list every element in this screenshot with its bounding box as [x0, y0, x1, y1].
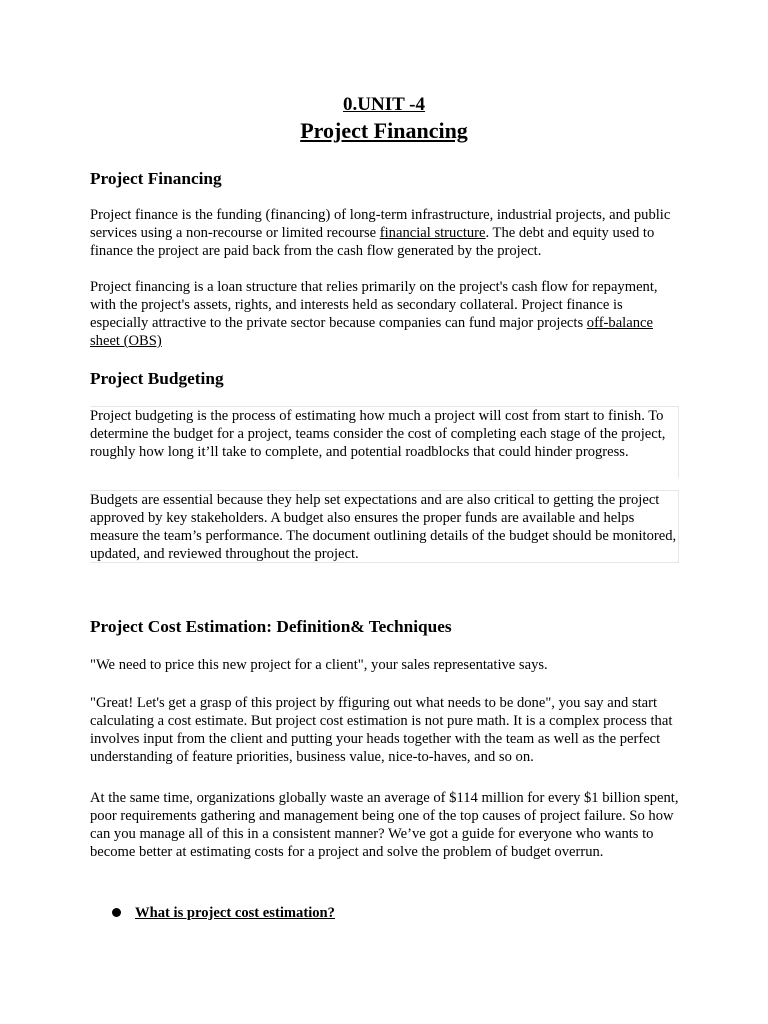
- paragraph-project-finance-definition: [90, 206, 680, 260]
- off-balance-sheet-link[interactable]: off-balance sheet (OBS): [90, 315, 653, 349]
- paragraph-text: . The debt and equity used to finance the project are paid back from the cash flow generated by the project.: [90, 225, 655, 259]
- unit-label: 0.UNIT -4: [343, 94, 425, 115]
- paragraph-budgeting-importance: Budgets are essential because they help set expectations and are also critical to getting the project approved by key stakeholders. A budget also ensures the proper funds are available and helps measure the team’s performance. The document outlining details of the budget should be monitored, updated, and reviewed throughout the project.: [90, 490, 679, 563]
- bullet-icon: [112, 908, 121, 917]
- heading-project-financing: Project Financing: [90, 169, 222, 188]
- heading-cost-estimation: Project Cost Estimation: Definition& Techniques: [90, 617, 452, 636]
- paragraph-project-financing-loan: [90, 278, 680, 350]
- page-title: Project Financing: [300, 118, 468, 143]
- paragraph-text: Project financing is a loan structure that relies primarily on the project's cash flow for repayment, with the project's assets, rights, and interests held as secondary collateral. Project finance is especially attractive to the private sector because companies can fund major projects: [90, 279, 658, 331]
- paragraph-text: Project finance is the funding (financing) of long-term infrastructure, industrial projects, and public services using a non-recourse or limited recourse: [90, 207, 671, 241]
- paragraph-sales-quote: "We need to price this new project for a client", your sales representative says.: [90, 657, 548, 673]
- paragraph-budgeting-definition: Project budgeting is the process of estimating how much a project will cost from start to finish. To determine the budget for a project, teams consider the cost of completing each stage of the project, roughly how long it’ll take to complete, and potential roadblocks that could hinder progress.: [90, 406, 679, 478]
- paragraph-cost-estimate-intro: "Great! Let's get a grasp of this project by ffiguring out what needs to be done", you say and start calculating a cost estimate. But project cost estimation is not pure math. It is a complex process that involves input from the client and putting your heads together with the team as well as the perfect understanding of feature priorities, business value, nice-to-haves, and so on.: [90, 695, 673, 765]
- bullet-list-item: [112, 904, 335, 922]
- financial-structure-link[interactable]: financial structure: [379, 225, 486, 241]
- bullet-link-what-is-cost-estimation[interactable]: What is project cost estimation?: [135, 905, 335, 921]
- paragraph-budget-waste: At the same time, organizations globally waste an average of $114 million for every $1 billion spent, poor requirements gathering and management being one of the top causes of project failure. So how can you manage all of this in a consistent manner? We’ve got a guide for everyone who wants to become better at estimating costs for a project and solve the problem of budget overrun.: [90, 790, 679, 860]
- heading-project-budgeting: Project Budgeting: [90, 369, 224, 388]
